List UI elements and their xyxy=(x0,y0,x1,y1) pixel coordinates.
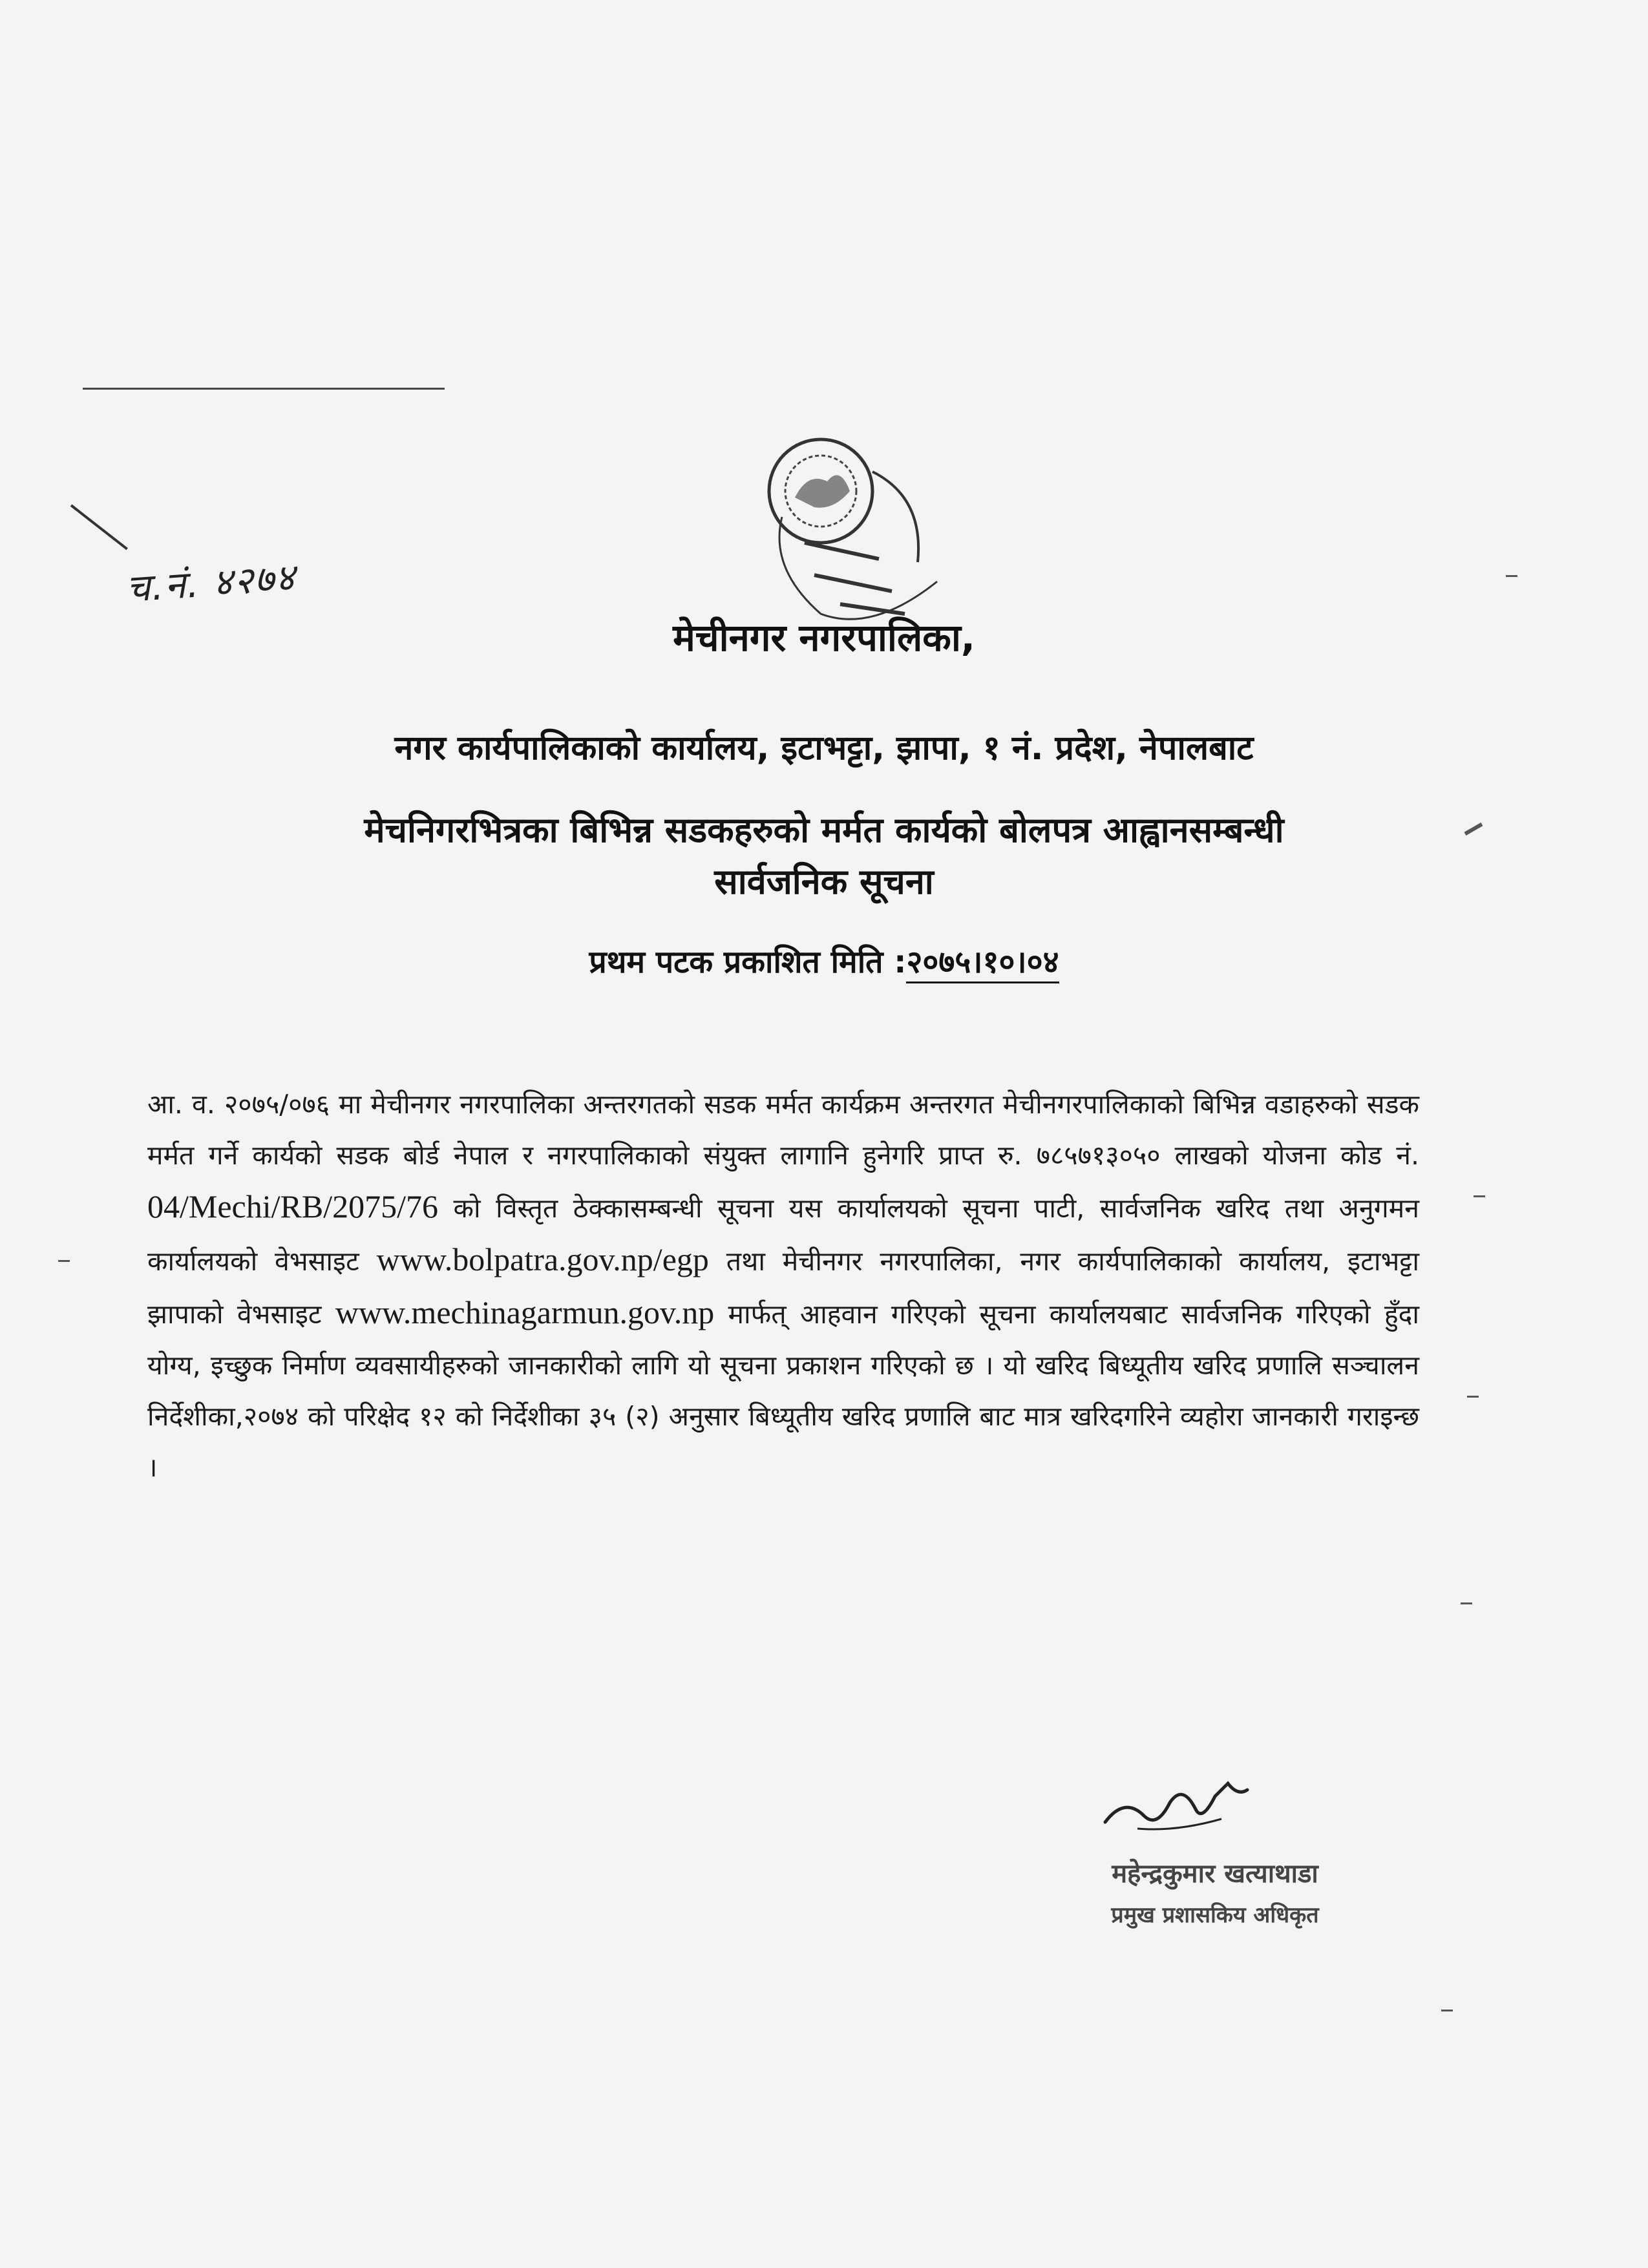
scan-speck xyxy=(1506,575,1517,577)
publish-date-label: प्रथम पटक प्रकाशित मिति : xyxy=(589,944,907,980)
website-link-mechinagar: www.mechinagarmun.gov.np xyxy=(335,1294,715,1330)
body-part4: मार्फत् आहवान गरिएको सूचना कार्यालयबाट सार्वजनिक गरिएको हुँदा योग्य, इच्छुक निर्माण व्यवसायीहरुको जानकारीको लागि यो सूचना प्रकाशन गरिएको छ । यो खरिद बिध्यूतीय खरिद प्रणालि सञ्चालन निर्देशीका,२०७४ को परिक्षेद १२ को निर्देशीका ३५ (२) अनुसार बिध्यूतीय खरिद प्रणालि बाट मात्र खरिदगरिने व्यहोरा जानकारी गराइन्छ । xyxy=(147,1299,1419,1483)
body-part2: को विस्तृत ठेक्कासम्बन्धी सूचना यस कार्यालयको सूचना पाटी, सार्वजनिक खरिद तथा अनुगमन कार्यालयको वेभसाइट xyxy=(147,1193,1419,1277)
publish-date-line xyxy=(0,940,1648,982)
signatory-block xyxy=(1034,1854,1396,1929)
body-part3: तथा मेचीनगर नगरपालिका, नगर कार्यपालिकाको कार्यालय, इटाभट्टा झापाको वेभसाइट xyxy=(147,1246,1419,1330)
stray-pen-mark xyxy=(70,504,128,550)
scan-speck xyxy=(1474,1195,1485,1197)
notice-title-line2: सार्वजनिक सूचना xyxy=(714,861,934,902)
office-name: मेचीनगर नगरपालिका, xyxy=(673,616,975,660)
signature-icon xyxy=(1099,1770,1260,1842)
project-code: 04/Mechi/RB/2075/76 xyxy=(147,1188,438,1224)
notice-body xyxy=(147,1079,1419,1493)
signatory-title: प्रमुख प्रशासकिय अधिकृत xyxy=(1111,1902,1319,1928)
scan-speck xyxy=(58,1260,70,1262)
body-part1: आ. व. २०७५/०७६ मा मेचीनगर नगरपालिका अन्तरगतको सडक मर्मत कार्यक्रम अन्तरगत मेचीनगरपालिकाको बिभिन्न वडाहरुको सडक मर्मत गर्ने कार्यको सडक बोर्ड नेपाल र नगरपालिकाको संयुक्त लागानि हुनेगरि प्राप्त रु. ७८५७१३०५० लाखको योजना कोड नं. xyxy=(147,1089,1419,1171)
scan-speck xyxy=(1461,1602,1472,1604)
office-subtitle: नगर कार्यपालिकाको कार्यालय, इटाभट्टा, झापा, १ नं. प्रदेश, नेपालबाट xyxy=(394,729,1254,768)
scan-speck xyxy=(1441,2010,1453,2011)
scan-speck xyxy=(1467,1396,1479,1398)
dispatch-number: च.नं. ४२७४ xyxy=(125,554,298,611)
website-link-bolpatra: www.bolpatra.gov.np/egp xyxy=(376,1241,709,1277)
top-rule xyxy=(83,388,445,390)
notice-title-line1: मेचनिगरभित्रका बिभिन्न सडकहरुको मर्मत कार्यको बोलपत्र आह्वानसम्बन्धी xyxy=(364,810,1284,850)
publish-date: २०७५।१०।०४ xyxy=(906,944,1059,983)
office-seal-icon xyxy=(743,420,956,640)
signatory-name: महेन्द्रकुमार खत्याथाडा xyxy=(1112,1859,1318,1889)
